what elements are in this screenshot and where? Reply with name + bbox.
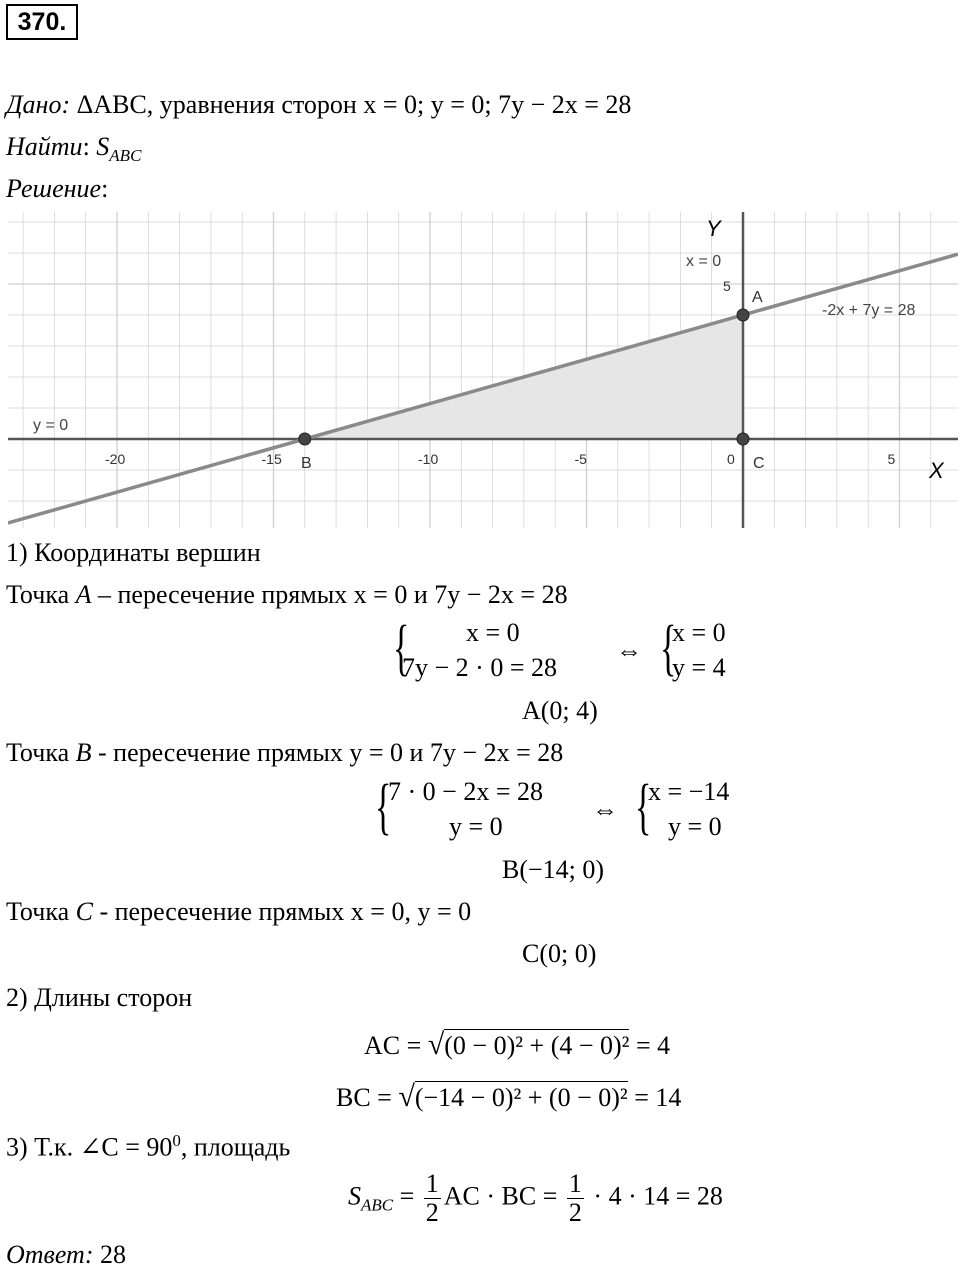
- label-line-equation: -2x + 7y = 28: [822, 302, 916, 319]
- ac-formula: [364, 1030, 670, 1061]
- area-formula: [348, 1170, 723, 1227]
- given-line: [6, 90, 631, 120]
- b-intro-var: B: [75, 738, 92, 767]
- b-intro-text: Точка: [6, 738, 76, 767]
- c-intro-var: C: [75, 897, 93, 926]
- solution-line: [6, 174, 108, 204]
- b-sys-l2: y = 0: [449, 812, 503, 841]
- step1-title: 1) Координаты вершин: [6, 538, 261, 567]
- step3-title-a: 3) Т.к. ∠C = 90: [6, 1132, 173, 1162]
- fraction-half-2: [567, 1170, 584, 1227]
- problem-number: 370.: [6, 4, 78, 40]
- answer-line: [6, 1240, 126, 1270]
- sqrt-symbol: √: [427, 1028, 445, 1061]
- point-c: [737, 433, 749, 445]
- solution-colon: :: [101, 174, 109, 203]
- label-c: C: [753, 455, 765, 472]
- step3-degree: 0: [172, 1131, 181, 1150]
- answer-label: Ответ:: [6, 1240, 94, 1269]
- brace-b-right: {: [635, 773, 652, 841]
- a-result: A(0; 4): [522, 696, 598, 725]
- bc-formula: [336, 1082, 681, 1113]
- a-sys-r1: x = 0: [672, 618, 726, 647]
- ac-lhs: AC =: [364, 1031, 428, 1060]
- bc-lhs: BC =: [336, 1083, 399, 1112]
- a-equiv: ⇔: [616, 636, 642, 665]
- area-eq: =: [393, 1181, 421, 1211]
- area-s: S: [348, 1181, 361, 1211]
- point-b: [299, 433, 311, 445]
- sqrt-symbol: √: [398, 1080, 415, 1113]
- point-a: [737, 309, 749, 321]
- a-intro-var: A: [75, 580, 92, 609]
- x-tick-label: -20: [105, 451, 126, 467]
- label-y0: y = 0: [33, 417, 69, 434]
- area-tail: · 4 · 14 = 28: [586, 1181, 723, 1211]
- ac-radicand: (0 − 0)² + (4 − 0)²: [444, 1031, 630, 1060]
- brace-b-left: {: [375, 773, 392, 841]
- area-s-sub: ABC: [361, 1195, 394, 1215]
- b-equiv: ⇔: [592, 795, 618, 824]
- a-sys-l2: 7y − 2 · 0 = 28: [402, 653, 557, 682]
- step1-b-intro: [6, 738, 563, 768]
- grid: [8, 212, 958, 528]
- step3-title: [6, 1126, 290, 1163]
- label-x0: x = 0: [686, 253, 722, 270]
- find-s: S: [96, 132, 110, 161]
- given-label: Дано:: [6, 90, 71, 119]
- fraction-half-1: [424, 1170, 441, 1227]
- step1-c-intro: [6, 897, 471, 927]
- answer-value: 28: [93, 1240, 126, 1269]
- x-tick-label: 0: [727, 451, 735, 467]
- label-b: B: [301, 455, 312, 472]
- a-intro-rest: – пересечение прямых x = 0 и 7y − 2x = 28: [91, 580, 568, 609]
- find-colon: :: [82, 132, 90, 161]
- ac-rhs: = 4: [629, 1031, 671, 1060]
- c-intro-text: Точка: [6, 897, 76, 926]
- x-axis-name: X: [929, 458, 944, 483]
- coordinate-graph: [8, 212, 958, 528]
- area-mid: AC · BC =: [443, 1181, 564, 1211]
- line-7y-2x-28: [8, 254, 958, 523]
- b-intro-rest: - пересечение прямых y = 0 и 7y − 2x = 28: [91, 738, 564, 767]
- bc-radicand: (−14 − 0)² + (0 − 0)²: [414, 1083, 628, 1112]
- given-text: ΔABC, уравнения сторон x = 0; y = 0; 7y − 2x = 28: [70, 90, 632, 119]
- x-tick-label: -15: [261, 451, 282, 467]
- frac1-den: 2: [425, 1198, 439, 1227]
- bc-rhs: = 14: [627, 1083, 682, 1112]
- a-sys-r2: y = 4: [672, 653, 726, 682]
- step3-title-b: , площадь: [180, 1132, 291, 1162]
- b-result: B(−14; 0): [502, 855, 605, 884]
- x-tick-labels: [105, 451, 896, 467]
- a-sys-l1: x = 0: [466, 618, 520, 647]
- c-intro-rest: - пересечение прямых x = 0, y = 0: [92, 897, 472, 926]
- frac2-num: 1: [568, 1169, 582, 1198]
- brace-a-right: {: [660, 614, 677, 682]
- b-sys-l1: 7 · 0 − 2x = 28: [388, 777, 543, 806]
- step2-title: 2) Длины сторон: [6, 983, 193, 1012]
- y-tick-5: 5: [723, 278, 731, 294]
- find-line: [6, 132, 141, 171]
- frac1-num: 1: [425, 1169, 439, 1198]
- x-tick-label: -10: [418, 451, 439, 467]
- solution-label: Решение: [6, 174, 102, 203]
- brace-a-left: {: [393, 614, 410, 682]
- find-s-sub: ABC: [109, 146, 142, 166]
- y-axis-name: Y: [706, 216, 721, 241]
- b-sys-r2: y = 0: [668, 812, 722, 841]
- label-a: A: [752, 289, 763, 306]
- x-tick-label: -5: [574, 451, 587, 467]
- step1-a-intro: [6, 580, 568, 610]
- a-intro-text: Точка: [6, 580, 76, 609]
- frac2-den: 2: [568, 1198, 582, 1227]
- x-tick-label: 5: [887, 451, 896, 467]
- b-sys-r1: x = −14: [648, 777, 730, 806]
- find-label: Найти: [6, 132, 83, 161]
- c-result: C(0; 0): [522, 939, 597, 968]
